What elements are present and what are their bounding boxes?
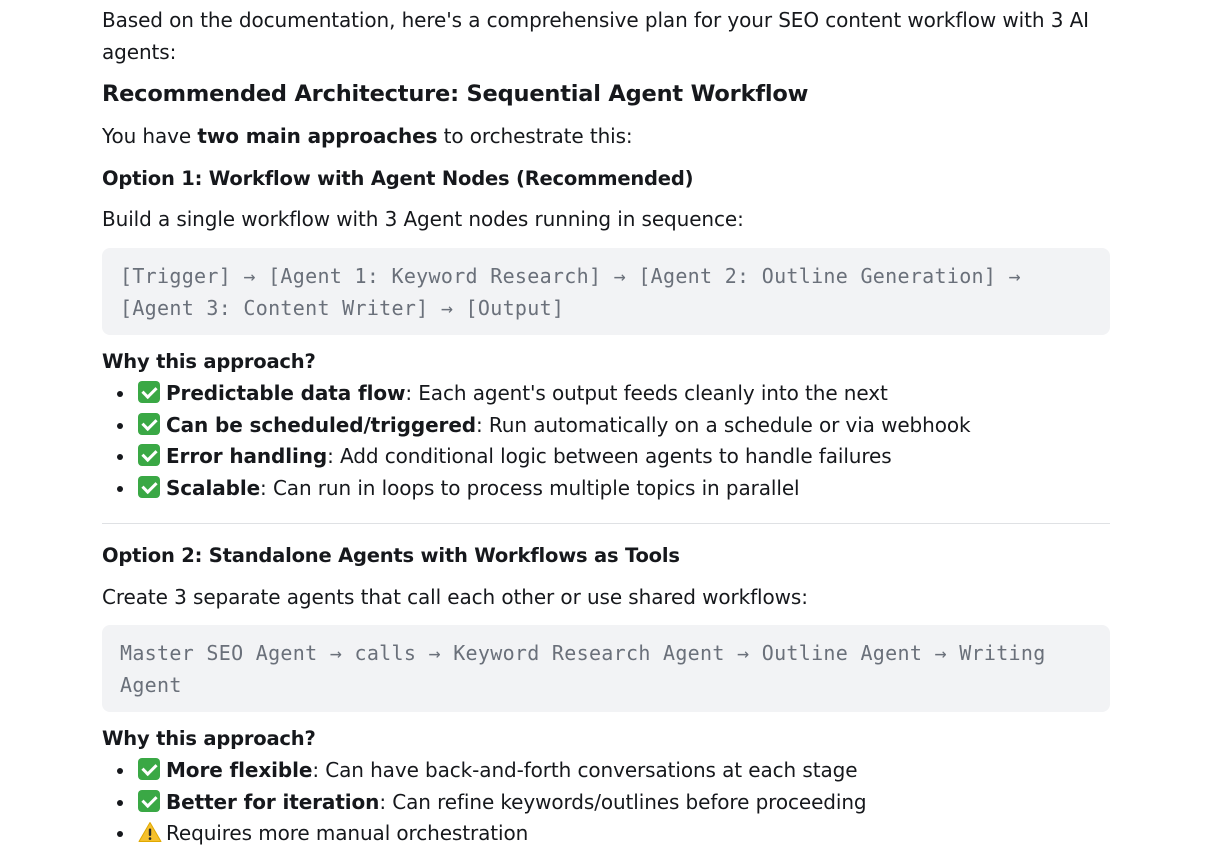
check-icon [138,444,160,466]
check-icon [138,790,160,812]
bullet-text: : Can have back-and-forth conversations at each stage [312,758,858,782]
option2-title: Option 2: Standalone Agents with Workflows as Tools [102,544,680,567]
option1-code-block[interactable] [102,248,1110,335]
bullet-text: : Can run in loops to process multiple topics in parallel [260,475,800,500]
approaches-bold: two main approaches [197,124,438,148]
option2-description: Create 3 separate agents that call each other or use shared workflows: [102,585,808,609]
option1-why-title: Why this approach? [102,350,316,373]
option1-benefits-list [102,378,971,504]
check-icon [138,413,160,435]
option1-title: Option 1: Workflow with Agent Nodes (Recommended) [102,167,694,190]
approaches-paragraph [102,120,633,152]
bullet-bold: Better for iteration [166,789,380,814]
bullet-text: Requires more manual orchestration [166,821,529,845]
section-divider [102,523,1110,524]
check-icon [138,476,160,498]
bullet-text: : Can refine keywords/outlines before proceeding [379,789,867,814]
list-item [138,755,867,787]
list-item [138,818,867,850]
section-heading: Recommended Architecture: Sequential Agent Workflow [102,81,809,107]
option1-code-line1: [Trigger] → [Agent 1: Keyword Research] → [Agent 2: Outline Generation] → [120,264,1021,288]
option2-benefits-list [102,755,867,850]
option1-code-line2: [Agent 3: Content Writer] → [Output] [120,296,565,320]
check-icon [138,758,160,780]
list-item [138,441,971,473]
bullet-bold: More flexible [166,758,313,782]
option2-code-block[interactable] [102,625,1110,712]
intro-paragraph: Based on the documentation, here's a comprehensive plan for your SEO content workflow with 3 AI agents: [102,8,1089,64]
list-item [138,473,971,505]
bullet-bold: Predictable data flow [166,381,406,405]
approaches-prefix: You have [102,124,198,148]
list-item [138,410,971,442]
bullet-text: : Run automatically on a schedule or via webhook [476,412,971,437]
option2-code-line1: Master SEO Agent → calls → Keyword Research Agent → Outline Agent → Writing [120,641,1046,665]
bullet-text: : Add conditional logic between agents to handle failures [327,444,892,468]
bullet-text: : Each agent's output feeds cleanly into the next [405,381,888,405]
list-item [138,378,971,410]
bullet-bold: Scalable [166,475,261,500]
approaches-suffix: to orchestrate this: [437,124,633,148]
option2-why-title: Why this approach? [102,727,316,750]
option1-description: Build a single workflow with 3 Agent nodes running in sequence: [102,207,744,231]
check-icon [138,381,160,403]
warning-icon [138,821,162,843]
option2-code-line2: Agent [120,673,182,697]
bullet-bold: Can be scheduled/triggered [166,412,476,437]
bullet-bold: Error handling [166,444,328,468]
list-item [138,787,867,819]
